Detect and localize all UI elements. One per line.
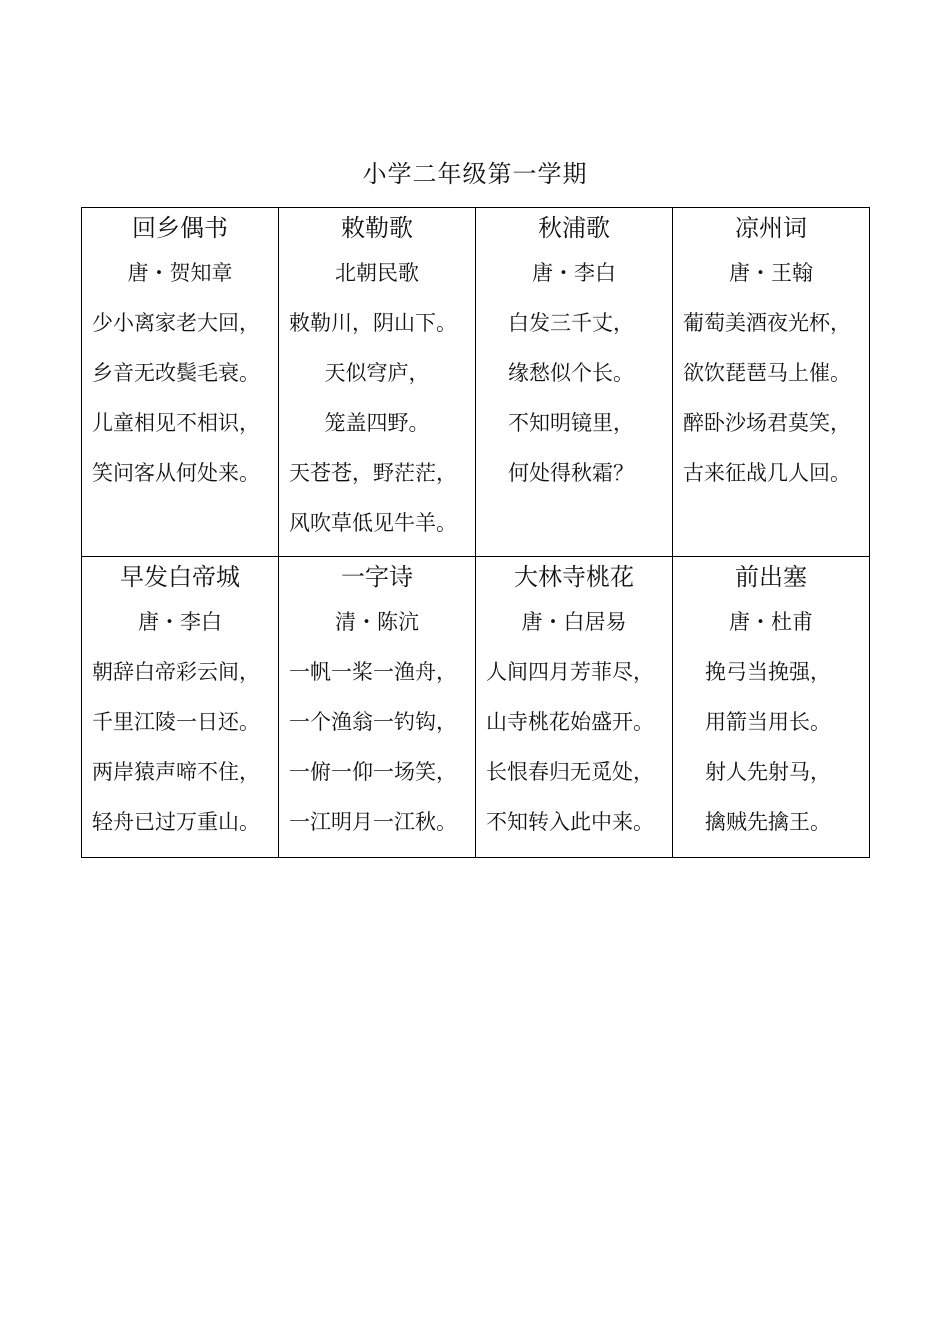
poem-cell: [476, 208, 673, 557]
poem-title: 大林寺桃花: [514, 563, 634, 591]
poem-cell: [279, 557, 476, 858]
poem-line: 一江明月一江秋。: [289, 810, 457, 834]
poem-line: 一俯一仰一场笑，: [289, 760, 457, 784]
poem-line: 擒贼先擒王。: [705, 810, 831, 834]
poem-line: 缘愁似个长。: [508, 361, 634, 385]
poem-author: 唐・白居易: [521, 610, 627, 634]
poem-title: 一字诗: [341, 563, 413, 591]
poem-line: 白发三千丈，: [508, 311, 634, 335]
page-title: 小学二年级第一学期: [362, 160, 588, 188]
poem-lines: [82, 647, 278, 847]
poem-line: 射人先射马，: [705, 760, 831, 784]
poem-line: 一个渔翁一钓钩，: [289, 710, 457, 734]
poem-line: 一帆一桨一渔舟，: [289, 660, 457, 684]
poem-table: [81, 207, 870, 858]
poem-lines: [476, 298, 672, 498]
poem-author: 唐・李白: [532, 261, 616, 285]
poem-line: 欲饮琵琶马上催。: [683, 361, 851, 385]
poem-author: 唐・杜甫: [729, 610, 813, 634]
poem-cell: [673, 208, 870, 557]
poem-line: 敕勒川，阴山下。: [289, 311, 457, 335]
poem-lines: [476, 647, 672, 847]
poem-line: 古来征战几人回。: [683, 461, 851, 485]
poem-line: 千里江陵一日还。: [92, 710, 260, 734]
poem-line: 用箭当用长。: [705, 710, 831, 734]
poem-author: 清・陈沆: [335, 610, 419, 634]
poem-author: 北朝民歌: [335, 261, 419, 285]
poem-line: 笑问客从何处来。: [92, 461, 260, 485]
poem-title: 凉州词: [735, 214, 807, 242]
poem-line: 儿童相见不相识，: [92, 411, 260, 435]
table-row: [82, 557, 870, 858]
poem-lines: [82, 298, 278, 498]
poem-cell: [82, 557, 279, 858]
poem-lines: [279, 298, 475, 548]
poem-line: 山寺桃花始盛开。: [486, 710, 654, 734]
poem-line: 挽弓当挽强，: [705, 660, 831, 684]
poem-line: 天似穹庐，: [324, 361, 430, 385]
poem-lines: [673, 298, 869, 498]
poem-author: 唐・李白: [138, 610, 222, 634]
poem-line: 葡萄美酒夜光杯，: [683, 311, 851, 335]
poem-line: 人间四月芳菲尽，: [486, 660, 654, 684]
poem-line: 不知明镜里，: [508, 411, 634, 435]
table-row: [82, 208, 870, 557]
poem-line: 笼盖四野。: [324, 411, 430, 435]
poem-line: 风吹草低见牛羊。: [289, 511, 457, 535]
poem-title: 早发白帝城: [120, 563, 240, 591]
poem-lines: [279, 647, 475, 847]
poem-title: 敕勒歌: [341, 214, 413, 242]
poem-title: 秋浦歌: [538, 214, 610, 242]
poem-line: 少小离家老大回，: [92, 311, 260, 335]
poem-line: 长恨春归无觅处，: [486, 760, 654, 784]
poem-line: 不知转入此中来。: [486, 810, 654, 834]
poem-line: 何处得秋霜？: [508, 461, 634, 485]
poem-line: 两岸猿声啼不住，: [92, 760, 260, 784]
poem-author: 唐・王翰: [729, 261, 813, 285]
poem-author: 唐・贺知章: [127, 261, 233, 285]
poem-title: 前出塞: [735, 563, 807, 591]
poem-cell: [279, 208, 476, 557]
poem-cell: [673, 557, 870, 858]
poem-line: 天苍苍，野茫茫，: [289, 461, 457, 485]
poem-cell: [82, 208, 279, 557]
poem-line: 乡音无改鬓毛衰。: [92, 361, 260, 385]
poem-lines: [673, 647, 869, 847]
poem-line: 醉卧沙场君莫笑，: [683, 411, 851, 435]
poem-line: 朝辞白帝彩云间，: [92, 660, 260, 684]
poem-title: 回乡偶书: [132, 214, 228, 242]
poem-line: 轻舟已过万重山。: [92, 810, 260, 834]
poem-cell: [476, 557, 673, 858]
